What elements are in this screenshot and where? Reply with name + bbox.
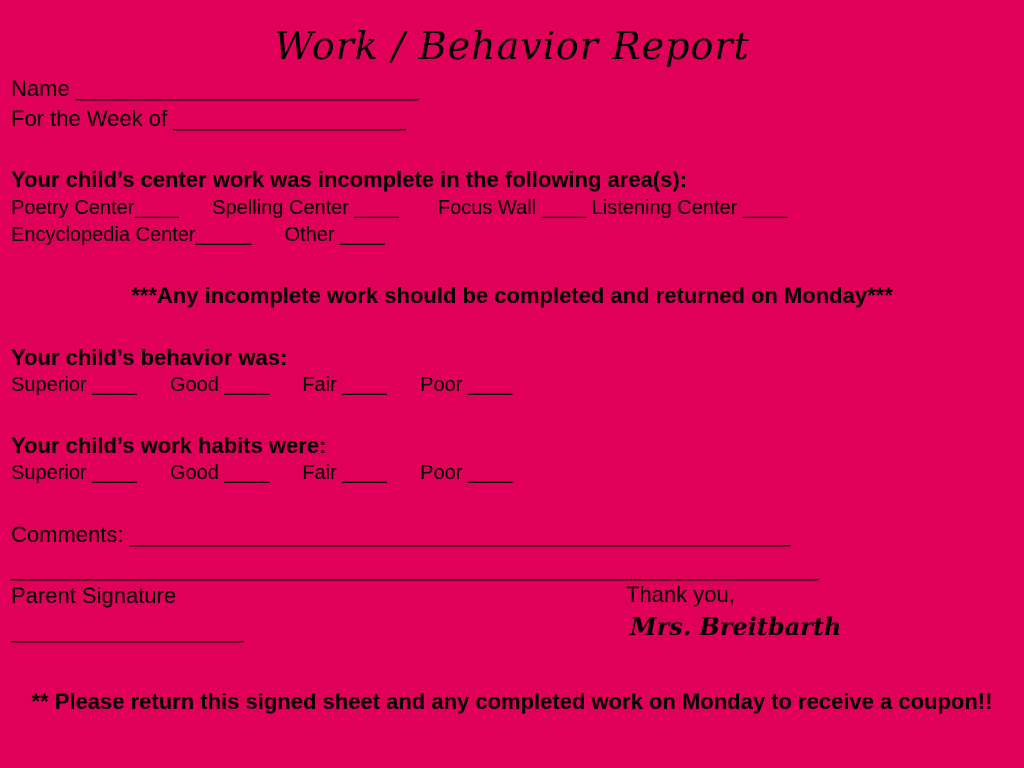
- name-line: Name ____________________________: [11, 76, 419, 101]
- center-options-line-1: Poetry Center____ Spelling Center ____ Focus Wall ____ Listening Center ____: [11, 197, 788, 219]
- work-habits-heading: Your child’s work habits were:: [11, 433, 327, 458]
- work-habits-options: Superior ____ Good ____ Fair ____ Poor ____: [11, 462, 513, 484]
- parent-signature-line: ___________________: [11, 618, 244, 643]
- footer-note: ** Please return this signed sheet and any completed work on Monday to receive a coupon!!: [31, 689, 993, 714]
- report-title: Work / Behavior Report: [274, 24, 750, 68]
- week-line: For the Week of ___________________: [11, 106, 406, 131]
- behavior-heading: Your child’s behavior was:: [11, 345, 288, 370]
- comments-line: Comments: ______________________________________________________: [11, 522, 791, 547]
- center-options-line-2: Encyclopedia Center_____ Other ____: [11, 224, 385, 246]
- teacher-signature: Mrs. Breitbarth: [630, 612, 842, 641]
- behavior-options: Superior ____ Good ____ Fair ____ Poor ____: [11, 374, 513, 396]
- parent-signature-label: Parent Signature: [11, 583, 177, 608]
- incomplete-work-note: ***Any incomplete work should be completed and returned on Monday***: [131, 283, 893, 308]
- comments-line-2: __________________________________________________________________: [11, 556, 819, 581]
- thank-you-text: Thank you,: [626, 582, 735, 607]
- center-work-heading: Your child’s center work was incomplete in the following area(s):: [11, 167, 688, 192]
